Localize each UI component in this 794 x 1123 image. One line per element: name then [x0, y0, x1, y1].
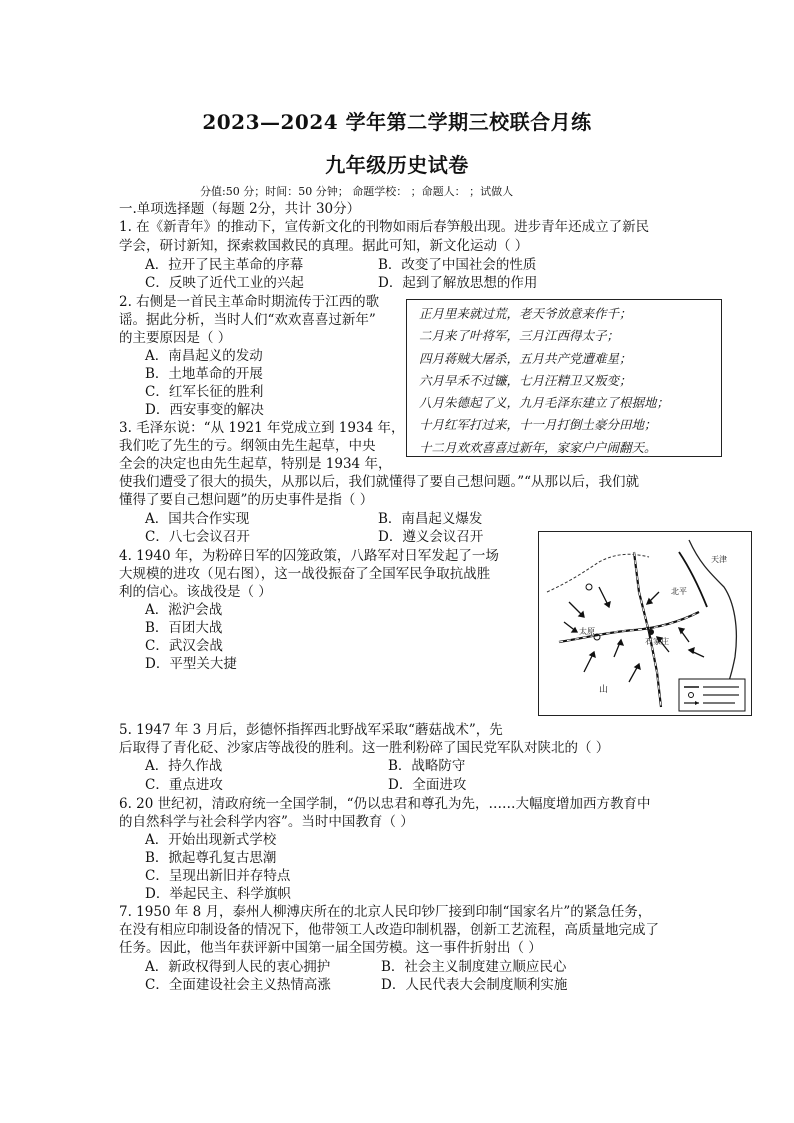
poem-line: 十二月欢欢喜喜过新年，家家户户闹翻天。 — [419, 439, 657, 455]
q5-option-d: D．全面进攻 — [388, 777, 467, 793]
q7-option-d: D．人民代表大会制度顺利实施 — [381, 977, 568, 993]
section-heading: 一.单项选择题（每题 2分，共计 30分） — [119, 201, 361, 217]
q6-option-a: A．开始出现新式学校 — [145, 832, 277, 848]
folk-song-box — [406, 299, 722, 457]
map-label-taiyuan: 太原 — [579, 627, 595, 636]
map-label-shijiazhuang: 石家庄 — [645, 637, 669, 646]
q3-option-b: B．南昌起义爆发 — [378, 511, 483, 527]
q1-option-c: C．反映了近代工业的兴起 — [145, 275, 304, 291]
poem-line: 四月蒋贼大屠杀，五月共产党遭难星； — [419, 350, 632, 366]
q2-option-b: B．土地革命的开展 — [145, 366, 263, 382]
hundred-regiments-map — [538, 531, 752, 716]
q7-option-b: B．社会主义制度建立顺应民心 — [381, 959, 567, 975]
q2-option-d: D．西安事变的解决 — [145, 402, 264, 418]
q7-option-a: A．新政权得到人民的衷心拥护 — [145, 959, 331, 975]
q1-line: 1. 在《新青年》的推动下，宣传新文化的刊物如雨后春笋般出现。进步青年还成立了新民 — [119, 219, 650, 235]
poem-line: 十月红军打过来，十一月打倒土豪分田地； — [419, 417, 657, 433]
exam-title: 2023—2024 学年第二学期三校联合月练 — [202, 110, 592, 134]
q7-option-c: C．全面建设社会主义热情高涨 — [145, 977, 331, 993]
q7-line: 任务。因此，他当年获评新中国第一届全国劳模。这一事件折射出（ ） — [119, 940, 542, 956]
q2-option-c: C．红军长征的胜利 — [145, 384, 264, 400]
q6-option-b: B．掀起尊孔复古思潮 — [145, 850, 277, 866]
q1-option-a: A．拉开了民主革命的序幕 — [145, 257, 304, 273]
q4-line: 利的信心。该战役是（ ） — [119, 584, 272, 600]
q1-line: 学会，研讨新知，探索救国救民的真理。据此可知，新文化运动（ ） — [119, 238, 529, 254]
exam-meta: 分值:50 分；时间：50 分钟； 命题学校： ；命题人： ；试做人 — [200, 185, 514, 198]
q3-line: 懂得了要自己想问题”的历史事件是指（ ） — [119, 492, 374, 508]
q3-line: 全会的决定也由先生起草，特别是 1934 年， — [119, 456, 392, 472]
q5-line: 后取得了青化砭、沙家店等战役的胜利。这一胜利粉碎了国民党军队对陕北的（ ） — [119, 740, 610, 756]
q4-line: 4. 1940 年，为粉碎日军的囚笼政策，八路军对日军发起了一场 — [119, 548, 499, 564]
exam-subtitle: 九年级历史试卷 — [325, 153, 469, 177]
q1-option-d: D．起到了解放思想的作用 — [378, 275, 538, 291]
q4-option-d: D．平型关大捷 — [145, 656, 237, 672]
map-graphic — [539, 532, 750, 714]
q5-option-b: B．战略防守 — [388, 758, 466, 774]
q7-line: 在没有相应印制设备的情况下，他带领工人改造印制机器，创新工艺流程，高质量地完成了 — [119, 922, 659, 938]
q7-line: 7. 1950 年 8 月，泰州人柳溥庆所在的北京人民印钞厂接到印制“国家名片”的紧急任务， — [119, 904, 652, 920]
q3-line: 3. 毛泽东说：“从 1921 年党成立到 1934 年， — [119, 420, 405, 436]
q2-line: 谣。据此分析，当时人们“欢欢喜喜过新年” — [119, 312, 376, 328]
map-label-tianjin: 天津 — [711, 555, 727, 564]
q3-option-c: C．八七会议召开 — [145, 529, 250, 545]
q3-option-a: A．国共合作实现 — [145, 511, 250, 527]
q1-option-b: B．改变了中国社会的性质 — [378, 257, 537, 273]
q6-line: 6. 20 世纪初，清政府统一全国学制，“仍以忠君和尊孔为先，……大幅度增加西方教育中 — [119, 796, 651, 812]
q6-option-c: C．呈现出新旧并存特点 — [145, 868, 291, 884]
q3-line: 使我们遭受了很大的损失，从那以后，我们就懂得了要自己想问题。”“从那以后，我们就 — [119, 474, 640, 490]
map-label-beiping: 北平 — [671, 587, 687, 596]
q6-option-d: D．举起民主、科学旗帜 — [145, 886, 291, 902]
q6-line: 的自然科学与社会科学内容”。当时中国教育（ ） — [119, 814, 414, 830]
q4-line: 大规模的进攻（见右图），这一战役振奋了全国军民争取抗战胜 — [119, 566, 491, 582]
q4-option-b: B．百团大战 — [145, 620, 223, 636]
poem-line: 六月早禾不过镰，七月汪精卫又叛变； — [419, 372, 632, 388]
q2-line: 的主要原因是（ ） — [119, 330, 232, 346]
poem-line: 八月朱德起了义，九月毛泽东建立了根据地； — [419, 395, 670, 411]
q4-option-a: A．淞沪会战 — [145, 602, 223, 618]
q5-option-a: A．持久作战 — [145, 758, 223, 774]
q2-option-a: A．南昌起义的发动 — [145, 348, 263, 364]
q2-line: 2. 右侧是一首民主革命时期流传于江西的歌 — [119, 294, 380, 310]
poem-line: 正月里来就过荒，老天爷放意来作千； — [419, 306, 632, 321]
q4-option-c: C．武汉会战 — [145, 638, 223, 654]
q5-line: 5. 1947 年 3 月后，彭德怀指挥西北野战军采取“蘑菇战术”，先 — [119, 722, 503, 738]
poem-line: 二月来了叶将军，三月江西得太子； — [419, 328, 620, 344]
q3-option-d: D．遵义会议召开 — [378, 529, 484, 545]
map-label-mountain: 山 — [599, 685, 609, 695]
q3-line: 我们吃了先生的亏。纲领由先生起草，中央 — [119, 438, 376, 454]
q5-option-c: C．重点进攻 — [145, 777, 223, 793]
